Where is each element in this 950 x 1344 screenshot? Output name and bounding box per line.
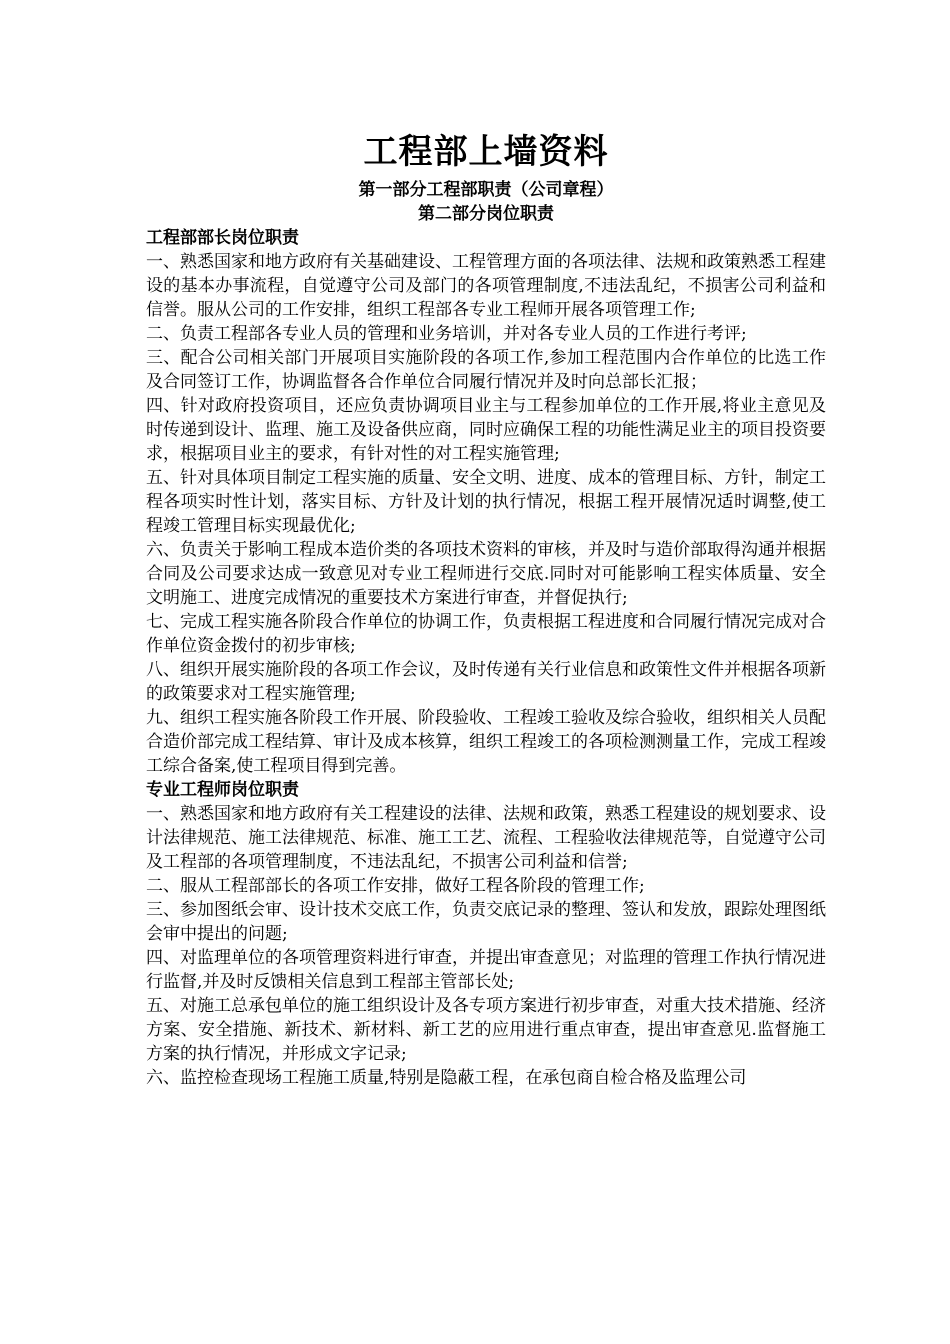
duty-paragraph: 七、完成工程实施各阶段合作单位的协调工作，负责根据工程进度和合同履行情况完成对合作单位资金拨付的初步审核; [146,612,826,656]
section-heading-department-head: 工程部部长岗位职责 [146,228,299,248]
part-two-title: 第二部分岗位职责 [418,204,554,224]
document-content [146,128,826,1090]
duty-paragraph: 四、针对政府投资项目，还应负责协调项目业主与工程参加单位的工作开展,将业主意见及时传递到设计、监理、施工及设备供应商，同时应确保工程的功能性满足业主的项目投资要求，根据项目业主的要求，有针对性的对工程实施管理; [146,396,826,464]
duty-paragraph: 一、熟悉国家和地方政府有关基础建设、工程管理方面的各项法律、法规和政策熟悉工程建设的基本办事流程，自觉遵守公司及部门的各项管理制度,不违法乱纪，不损害公司利益和信誉。服从公司的工作安排，组织工程部各专业工程师开展各项管理工作; [146,252,826,320]
duty-paragraph: 八、组织开展实施阶段的各项工作会议，及时传递有关行业信息和政策性文件并根据各项新的政策要求对工程实施管理; [146,660,826,704]
duty-paragraph: 九、组织工程实施各阶段工作开展、阶段验收、工程竣工验收及综合验收，组织相关人员配合造价部完成工程结算、审计及成本核算，组织工程竣工的各项检测测量工作，完成工程竣工综合备案,使工程项目得到完善。 [146,708,826,776]
duty-paragraph: 五、针对具体项目制定工程实施的质量、安全文明、进度、成本的管理目标、方针，制定工程各项实时性计划，落实目标、方针及计划的执行情况，根据工程开展情况适时调整,使工程竣工管理目标实现最优化; [146,468,826,536]
duty-paragraph: 六、负责关于影响工程成本造价类的各项技术资料的审核，并及时与造价部取得沟通并根据合同及公司要求达成一致意见对专业工程师进行交底.同时对可能影响工程实体质量、安全文明施工、进度完成情况的重要技术方案进行审查，并督促执行; [146,540,826,608]
duty-paragraph: 三、参加图纸会审、设计技术交底工作，负责交底记录的整理、签认和发放，跟踪处理图纸会审中提出的问题; [146,900,826,944]
duty-paragraph: 四、对监理单位的各项管理资料进行审查，并提出审查意见；对监理的管理工作执行情况进行监督,并及时反馈相关信息到工程部主管部长处; [146,948,826,992]
duty-paragraph: 一、熟悉国家和地方政府有关工程建设的法律、法规和政策，熟悉工程建设的规划要求、设计法律规范、施工法律规范、标准、施工工艺、流程、工程验收法律规范等，自觉遵守公司及工程部的各项管理制度，不违法乱纪，不损害公司利益和信誉; [146,804,826,872]
duty-paragraph: 二、服从工程部部长的各项工作安排，做好工程各阶段的管理工作; [146,876,645,896]
duty-paragraph: 五、对施工总承包单位的施工组织设计及各专项方案进行初步审查，对重大技术措施、经济方案、安全措施、新技术、新材料、新工艺的应用进行重点审查，提出审查意见.监督施工方案的执行情况，并形成文字记录; [146,996,826,1064]
part-one-title: 第一部分工程部职责（公司章程） [358,180,614,200]
duty-paragraph: 二、负责工程部各专业人员的管理和业务培训，并对各专业人员的工作进行考评; [146,324,747,344]
document-title: 工程部上墙资料 [363,132,609,172]
duty-paragraph: 三、配合公司相关部门开展项目实施阶段的各项工作,参加工程范围内合作单位的比选工作及合同签订工作，协调监督各合作单位合同履行情况并及时向总部长汇报； [146,348,826,392]
section-heading-engineer: 专业工程师岗位职责 [146,780,299,800]
duty-paragraph: 六、监控检查现场工程施工质量,特别是隐蔽工程，在承包商自检合格及监理公司 [146,1068,747,1088]
